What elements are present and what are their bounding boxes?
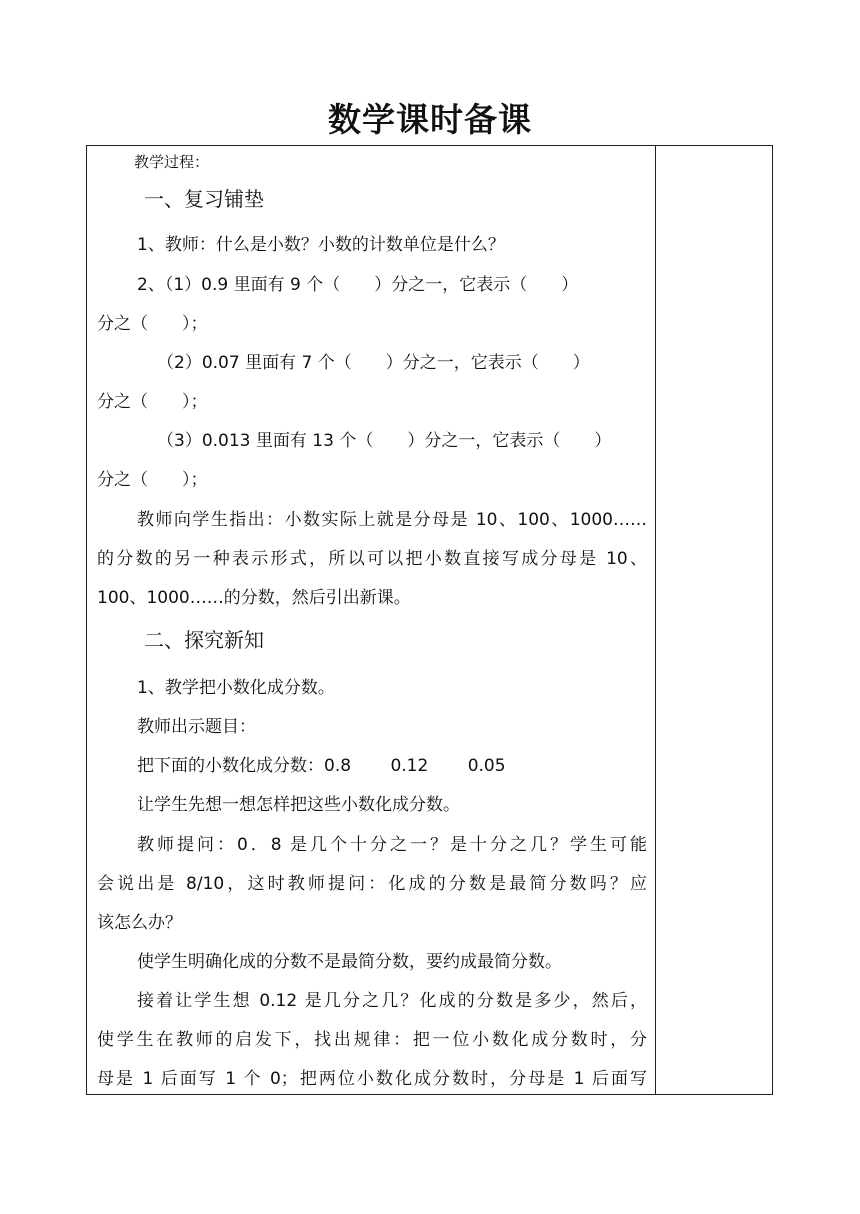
text-line: 分之（ ）；	[97, 392, 208, 412]
text-line: 教师出示题目：	[137, 717, 256, 737]
text-line: 把下面的小数化成分数：0.8 0.12 0.05	[137, 756, 506, 776]
section-label: 教学过程：	[134, 153, 210, 171]
text-line: 2、（1）0.9 里面有 9 个（ ）分之一，它表示（ ）	[137, 275, 579, 295]
text-line: 会说出是 8/10，这时教师提问：化成的分数是最简分数吗？应	[97, 874, 647, 894]
text-line: 接着让学生想 0.12 是几分之几？化成的分数是多少，然后，	[137, 991, 647, 1011]
text-line: 100、1000……的分数，然后引出新课。	[97, 588, 411, 608]
text-line: （2）0.07 里面有 7 个（ ）分之一，它表示（ ）	[157, 353, 590, 373]
text-line: 教师向学生指出：小数实际上就是分母是 10、100、1000……	[137, 510, 647, 530]
text-line: 分之（ ）；	[97, 470, 208, 490]
text-line: （3）0.013 里面有 13 个（ ）分之一，它表示（ ）	[157, 431, 612, 451]
section-heading-review: 一、复习铺垫	[144, 187, 264, 211]
text-line: 使学生在教师的启发下，找出规律：把一位小数化成分数时，分	[97, 1030, 647, 1050]
text-line: 1、教学把小数化成分数。	[137, 678, 335, 698]
text-line: 该怎么办？	[97, 913, 182, 933]
text-line: 使学生明确化成的分数不是最简分数，要约成最简分数。	[137, 952, 562, 972]
text-line: 教师提问：0．8 是几个十分之一？是十分之几？学生可能	[137, 835, 647, 855]
column-divider	[655, 146, 656, 1094]
page-title: 数学课时备课	[328, 100, 532, 139]
lesson-table	[86, 145, 773, 1095]
section-heading-explore: 二、探究新知	[144, 628, 264, 652]
text-line: 让学生先想一想怎样把这些小数化成分数。	[137, 795, 460, 815]
text-line: 的分数的另一种表示形式，所以可以把小数直接写成分母是 10、	[97, 549, 647, 569]
text-line: 1、教师：什么是小数？小数的计数单位是什么？	[137, 235, 505, 255]
text-line: 母是 1 后面写 1 个 0；把两位小数化成分数时，分母是 1 后面写	[97, 1069, 647, 1089]
text-line: 分之（ ）；	[97, 314, 208, 334]
